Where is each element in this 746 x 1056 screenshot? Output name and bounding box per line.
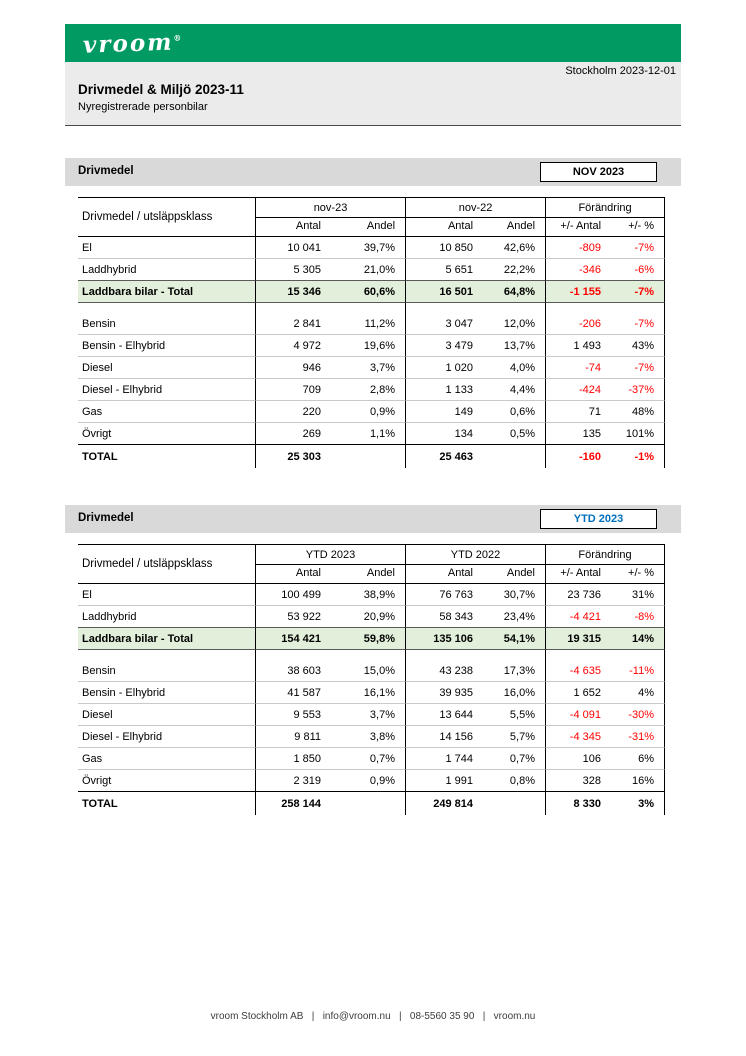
cell-value: 13 644	[405, 704, 483, 726]
cell-value: 17,3%	[483, 660, 545, 682]
cell-value	[331, 791, 405, 815]
cell-value: 4%	[611, 682, 665, 704]
col-header-antal: Antal	[255, 565, 331, 584]
cell-value: 249 814	[405, 791, 483, 815]
cell-value: -8%	[611, 606, 665, 627]
cell-value: 23 736	[545, 584, 611, 606]
table-row	[78, 627, 665, 650]
cell-value: 13,7%	[483, 335, 545, 357]
cell-value: -11%	[611, 660, 665, 682]
row-label: Bensin - Elhybrid	[78, 335, 255, 357]
row-label: Laddhybrid	[82, 610, 137, 623]
cell-value: 0,9%	[369, 774, 395, 787]
col-header-andel: Andel	[331, 565, 405, 584]
cell-value: 19 315	[545, 627, 611, 650]
column-group-previous: nov-22	[405, 197, 545, 218]
cell-value: 149	[405, 401, 483, 423]
table-row	[78, 423, 665, 444]
table-corner-header: Drivmedel / utsläppsklass	[78, 544, 255, 584]
cell-value: -6%	[611, 259, 665, 280]
col-header-change-pct: +/- %	[611, 218, 665, 237]
cell-value: -809	[545, 237, 611, 259]
cell-value: 258 144	[255, 791, 331, 815]
table-spacer-row	[78, 303, 665, 313]
table-row	[78, 726, 665, 748]
row-label: El	[78, 237, 255, 259]
cell-value	[483, 791, 545, 815]
cell-value: 15 346	[255, 280, 331, 303]
table-corner-header: Drivmedel / utsläppsklass	[78, 197, 255, 237]
cell-value: 10 850	[405, 237, 483, 259]
row-label	[78, 303, 255, 313]
cell-value: 1,1%	[369, 427, 396, 440]
cell-value: 54,1%	[483, 627, 545, 650]
cell-value: 1 991	[405, 770, 483, 791]
cell-value: 4,4%	[483, 379, 545, 401]
cell-value: 9 811	[255, 726, 331, 748]
cell-value: -37%	[611, 379, 665, 401]
cell-value: 38 603	[255, 660, 331, 682]
table-row	[78, 379, 665, 401]
cell-value: -7%	[611, 357, 665, 379]
table-row	[78, 770, 665, 791]
cell-value: 2,8%	[331, 379, 405, 401]
table-row	[78, 259, 665, 280]
cell-value: 12,0%	[483, 313, 545, 335]
cell-value: 60,6%	[331, 280, 405, 303]
row-label: TOTAL	[78, 444, 255, 468]
cell-value: -1%	[611, 444, 665, 468]
row-label: Bensin - Elhybrid	[78, 682, 255, 704]
cell-value: 1 020	[405, 357, 483, 379]
cell-value: -7%	[611, 280, 665, 303]
table-total-row	[78, 444, 665, 468]
cell-value: 8 330	[545, 791, 611, 815]
cell-value: 3%	[611, 791, 665, 815]
cell-value: 25 463	[405, 444, 483, 468]
section-band-label: Drivmedel	[78, 512, 134, 524]
col-header-change-antal: +/- Antal	[545, 218, 611, 237]
table-group-header-row	[78, 197, 665, 218]
cell-value: 10 041	[255, 237, 331, 259]
cell-value: 3 047	[405, 313, 483, 335]
cell-value: 1 850	[255, 748, 331, 770]
cell-value: 76 763	[405, 584, 483, 606]
col-header-andel: Andel	[483, 565, 545, 584]
cell-value: 135 106	[405, 627, 483, 650]
cell-value: 946	[255, 357, 331, 379]
col-header-antal: Antal	[405, 218, 483, 237]
cell-value: 2 319	[255, 770, 331, 791]
cell-value: 3,7%	[331, 704, 405, 726]
table-row	[78, 748, 665, 770]
cell-value: 0,7%	[483, 748, 545, 770]
cell-value: 135	[545, 423, 611, 444]
section-band	[65, 158, 681, 186]
cell-value: 709	[255, 379, 331, 401]
cell-value	[483, 303, 545, 313]
section-nov	[65, 158, 681, 468]
row-label: Gas	[78, 401, 255, 423]
row-label: Diesel - Elhybrid	[78, 726, 255, 748]
cell-value: -160	[545, 444, 611, 468]
cell-value: 9 553	[255, 704, 331, 726]
period-badge-nov: NOV 2023	[540, 162, 657, 182]
table-row	[78, 237, 665, 259]
cell-value: 4 972	[255, 335, 331, 357]
cell-value: 134	[405, 423, 483, 444]
nov-table	[78, 197, 665, 468]
row-label: TOTAL	[78, 791, 255, 815]
section-ytd	[65, 505, 681, 815]
cell-value: 106	[545, 748, 611, 770]
cell-value: 15,0%	[331, 660, 405, 682]
cell-value: 100 499	[255, 584, 331, 606]
table-row	[78, 660, 665, 682]
report-date: Stockholm 2023-12-01	[565, 65, 676, 77]
column-group-change: Förändring	[545, 544, 665, 565]
page-subtitle: Nyregistrerade personbilar	[78, 101, 208, 113]
cell-value: 53 922	[255, 606, 331, 627]
cell-value: 48%	[611, 401, 665, 423]
cell-value	[545, 303, 611, 313]
table-row	[78, 401, 665, 423]
brand-header-bar	[65, 24, 681, 62]
cell-value: 1 133	[405, 379, 483, 401]
cell-value: 14 156	[405, 726, 483, 748]
cell-value: -4 345	[545, 726, 611, 748]
col-header-antal: Antal	[405, 565, 483, 584]
cell-value	[611, 303, 665, 313]
column-group-current: YTD 2023	[255, 544, 405, 565]
cell-value: 328	[545, 770, 611, 791]
cell-value	[611, 650, 665, 660]
cell-value: 39 935	[405, 682, 483, 704]
cell-value: -31%	[611, 726, 665, 748]
table-row	[78, 280, 665, 303]
cell-value	[255, 303, 331, 313]
row-label: Övrigt	[82, 774, 112, 787]
row-label: Laddbara bilar - Total	[78, 280, 255, 303]
table-row	[78, 335, 665, 357]
col-header-andel: Andel	[483, 218, 545, 237]
row-label: Diesel	[78, 357, 255, 379]
cell-value: 269	[255, 423, 331, 444]
row-label: Bensin	[78, 313, 255, 335]
cell-value: 3,8%	[331, 726, 405, 748]
cell-value: 0,7%	[331, 748, 405, 770]
cell-value: -1 155	[545, 280, 611, 303]
cell-value: 4,0%	[483, 357, 545, 379]
cell-value: -74	[545, 357, 611, 379]
cell-value	[545, 650, 611, 660]
cell-value: 30,7%	[483, 584, 545, 606]
cell-value: 43 238	[405, 660, 483, 682]
row-label: Diesel - Elhybrid	[78, 379, 255, 401]
cell-value: 59,8%	[331, 627, 405, 650]
cell-value: 38,9%	[331, 584, 405, 606]
ytd-table	[78, 544, 665, 815]
section-band	[65, 505, 681, 533]
cell-value: 22,2%	[503, 263, 536, 276]
cell-value: 0,5%	[509, 427, 536, 440]
cell-value: 21,0%	[363, 263, 396, 276]
column-group-change: Förändring	[545, 197, 665, 218]
cell-value: -4 421	[545, 606, 611, 627]
cell-value: -30%	[611, 704, 665, 726]
table-total-row	[78, 791, 665, 815]
row-label: Laddbara bilar - Total	[78, 627, 255, 650]
cell-value	[405, 303, 483, 313]
table-group-header-row	[78, 544, 665, 565]
cell-value: 0,9%	[331, 401, 405, 423]
cell-value: 154 421	[255, 627, 331, 650]
cell-value: -4 091	[545, 704, 611, 726]
table-row	[78, 606, 665, 627]
cell-value: 11,2%	[331, 313, 405, 335]
table-row	[78, 682, 665, 704]
cell-value: -4 635	[545, 660, 611, 682]
cell-value: 31%	[611, 584, 665, 606]
table-row	[78, 313, 665, 335]
cell-value: 5,7%	[483, 726, 545, 748]
section-band-label: Drivmedel	[78, 165, 134, 177]
table-spacer-row	[78, 650, 665, 660]
cell-value: 71	[545, 401, 611, 423]
cell-value: 16,1%	[331, 682, 405, 704]
cell-value: -424	[545, 379, 611, 401]
report-header	[65, 62, 681, 126]
cell-value: -7%	[611, 237, 665, 259]
table-row	[78, 584, 665, 606]
cell-value: 16%	[611, 770, 665, 791]
cell-value: 1 744	[405, 748, 483, 770]
page-title: Drivmedel & Miljö 2023-11	[78, 82, 244, 97]
cell-value: 0,6%	[483, 401, 545, 423]
cell-value: 2 841	[255, 313, 331, 335]
cell-value: 39,7%	[331, 237, 405, 259]
row-label: Laddhybrid	[82, 263, 137, 276]
cell-value	[331, 650, 405, 660]
row-label: Övrigt	[82, 427, 112, 440]
col-header-antal: Antal	[255, 218, 331, 237]
col-header-change-pct: +/- %	[611, 565, 665, 584]
cell-value	[331, 303, 405, 313]
cell-value	[255, 650, 331, 660]
cell-value: 58 343	[405, 606, 483, 627]
cell-value: 5 305	[255, 259, 331, 280]
col-header-andel: Andel	[331, 218, 405, 237]
cell-value: 43%	[611, 335, 665, 357]
footer-text: vroom Stockholm AB | info@vroom.nu | 08-5560 35 90 | vroom.nu	[210, 1011, 536, 1022]
row-label: Bensin	[78, 660, 255, 682]
row-label: Gas	[78, 748, 255, 770]
cell-value	[483, 444, 545, 468]
table-row	[78, 704, 665, 726]
cell-value	[405, 650, 483, 660]
table-row	[78, 357, 665, 379]
row-label	[78, 650, 255, 660]
column-group-previous: YTD 2022	[405, 544, 545, 565]
cell-value: 41 587	[255, 682, 331, 704]
cell-value: 25 303	[255, 444, 331, 468]
cell-value: 5,5%	[483, 704, 545, 726]
cell-value: 101%	[611, 423, 665, 444]
cell-value: 3 479	[405, 335, 483, 357]
cell-value: -7%	[611, 313, 665, 335]
cell-value: -206	[545, 313, 611, 335]
cell-value	[331, 444, 405, 468]
cell-value: 1 493	[545, 335, 611, 357]
cell-value	[483, 650, 545, 660]
cell-value: 220	[255, 401, 331, 423]
cell-value: 5 651	[405, 259, 483, 280]
cell-value: 19,6%	[331, 335, 405, 357]
cell-value: 1 652	[545, 682, 611, 704]
row-label: El	[78, 584, 255, 606]
cell-value: -346	[545, 259, 611, 280]
cell-value: 23,4%	[503, 610, 535, 623]
cell-value: 3,7%	[331, 357, 405, 379]
cell-value: 16 501	[405, 280, 483, 303]
column-group-current: nov-23	[255, 197, 405, 218]
cell-value: 42,6%	[483, 237, 545, 259]
cell-value: 6%	[611, 748, 665, 770]
cell-value: 20,9%	[363, 610, 395, 623]
period-badge-ytd: YTD 2023	[540, 509, 657, 529]
vroom-logo: vroom®	[82, 28, 182, 59]
registered-trademark-icon: ®	[173, 32, 182, 43]
cell-value: 64,8%	[483, 280, 545, 303]
cell-value: 16,0%	[483, 682, 545, 704]
cell-value: 0,8%	[509, 774, 535, 787]
cell-value: 14%	[611, 627, 665, 650]
col-header-change-antal: +/- Antal	[545, 565, 611, 584]
row-label: Diesel	[78, 704, 255, 726]
